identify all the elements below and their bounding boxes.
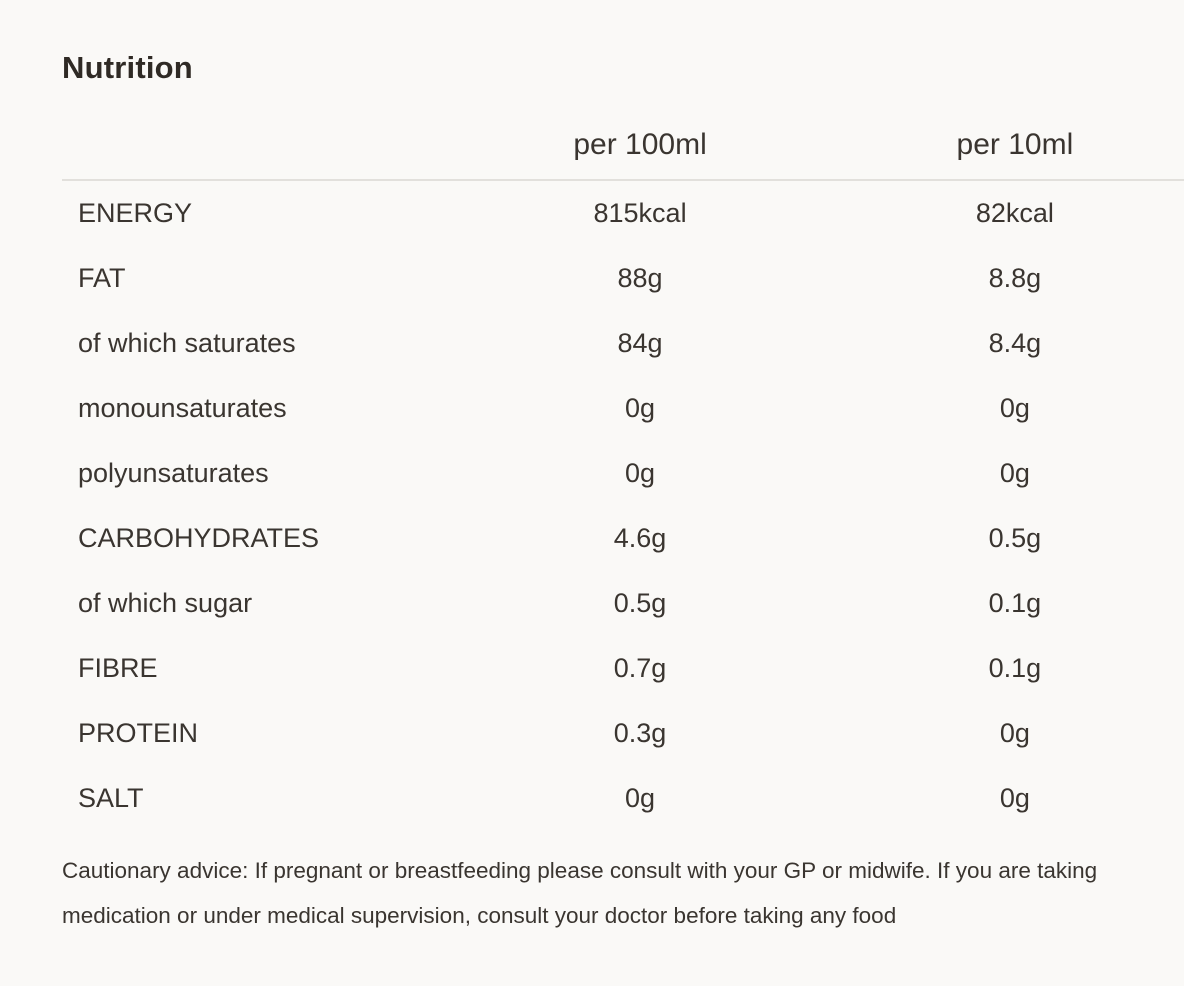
nutrient-label: ENERGY: [78, 198, 193, 228]
table-row: [62, 701, 1184, 766]
section-title: Nutrition: [62, 50, 193, 85]
nutrient-label: PROTEIN: [78, 718, 199, 748]
value-per-100ml: 0g: [625, 393, 656, 423]
table-row: [62, 571, 1184, 636]
value-per-100ml: 0g: [625, 783, 656, 813]
value-per-10ml: 0g: [999, 458, 1030, 488]
table-row: [62, 376, 1184, 441]
cautionary-advice: Cautionary advice: If pregnant or breastfeeding please consult with your GP or midwife. If you are taking medication or under medical supervision, consult your doctor before taking any food: [62, 858, 1098, 928]
nutrition-table: [62, 110, 1184, 831]
column-header-nutrient: [62, 110, 434, 180]
value-per-10ml: 0.1g: [988, 588, 1042, 618]
value-per-100ml: 815kcal: [593, 198, 687, 228]
nutrient-label: SALT: [78, 783, 144, 813]
value-per-100ml: 0g: [625, 458, 656, 488]
value-per-10ml: 82kcal: [975, 198, 1054, 228]
nutrient-label: of which sugar: [78, 588, 253, 618]
value-per-10ml: 0g: [999, 718, 1030, 748]
value-per-100ml: 0.5g: [613, 588, 667, 618]
table-header-row: [62, 110, 1184, 180]
table-row: [62, 766, 1184, 831]
value-per-10ml: 8.8g: [988, 263, 1042, 293]
value-per-100ml: 0.3g: [613, 718, 667, 748]
table-row: [62, 311, 1184, 376]
value-per-100ml: 4.6g: [613, 523, 667, 553]
table-row: [62, 636, 1184, 701]
nutrient-label: CARBOHYDRATES: [78, 523, 320, 553]
value-per-10ml: 0g: [999, 393, 1030, 423]
nutrient-label: monounsaturates: [78, 393, 287, 423]
nutrient-label: of which saturates: [78, 328, 296, 358]
table-row: [62, 441, 1184, 506]
column-header-per-10ml: per 10ml: [846, 110, 1184, 180]
nutrient-label: FAT: [78, 263, 126, 293]
table-row: [62, 180, 1184, 246]
nutrient-label: polyunsaturates: [78, 458, 269, 488]
value-per-10ml: 0g: [999, 783, 1030, 813]
table-row: [62, 506, 1184, 571]
value-per-10ml: 0.5g: [988, 523, 1042, 553]
column-header-per-100ml: per 100ml: [434, 110, 845, 180]
value-per-100ml: 88g: [617, 263, 663, 293]
table-row: [62, 246, 1184, 311]
value-per-100ml: 84g: [617, 328, 663, 358]
value-per-100ml: 0.7g: [613, 653, 667, 683]
value-per-10ml: 0.1g: [988, 653, 1042, 683]
value-per-10ml: 8.4g: [988, 328, 1042, 358]
nutrient-label: FIBRE: [78, 653, 158, 683]
